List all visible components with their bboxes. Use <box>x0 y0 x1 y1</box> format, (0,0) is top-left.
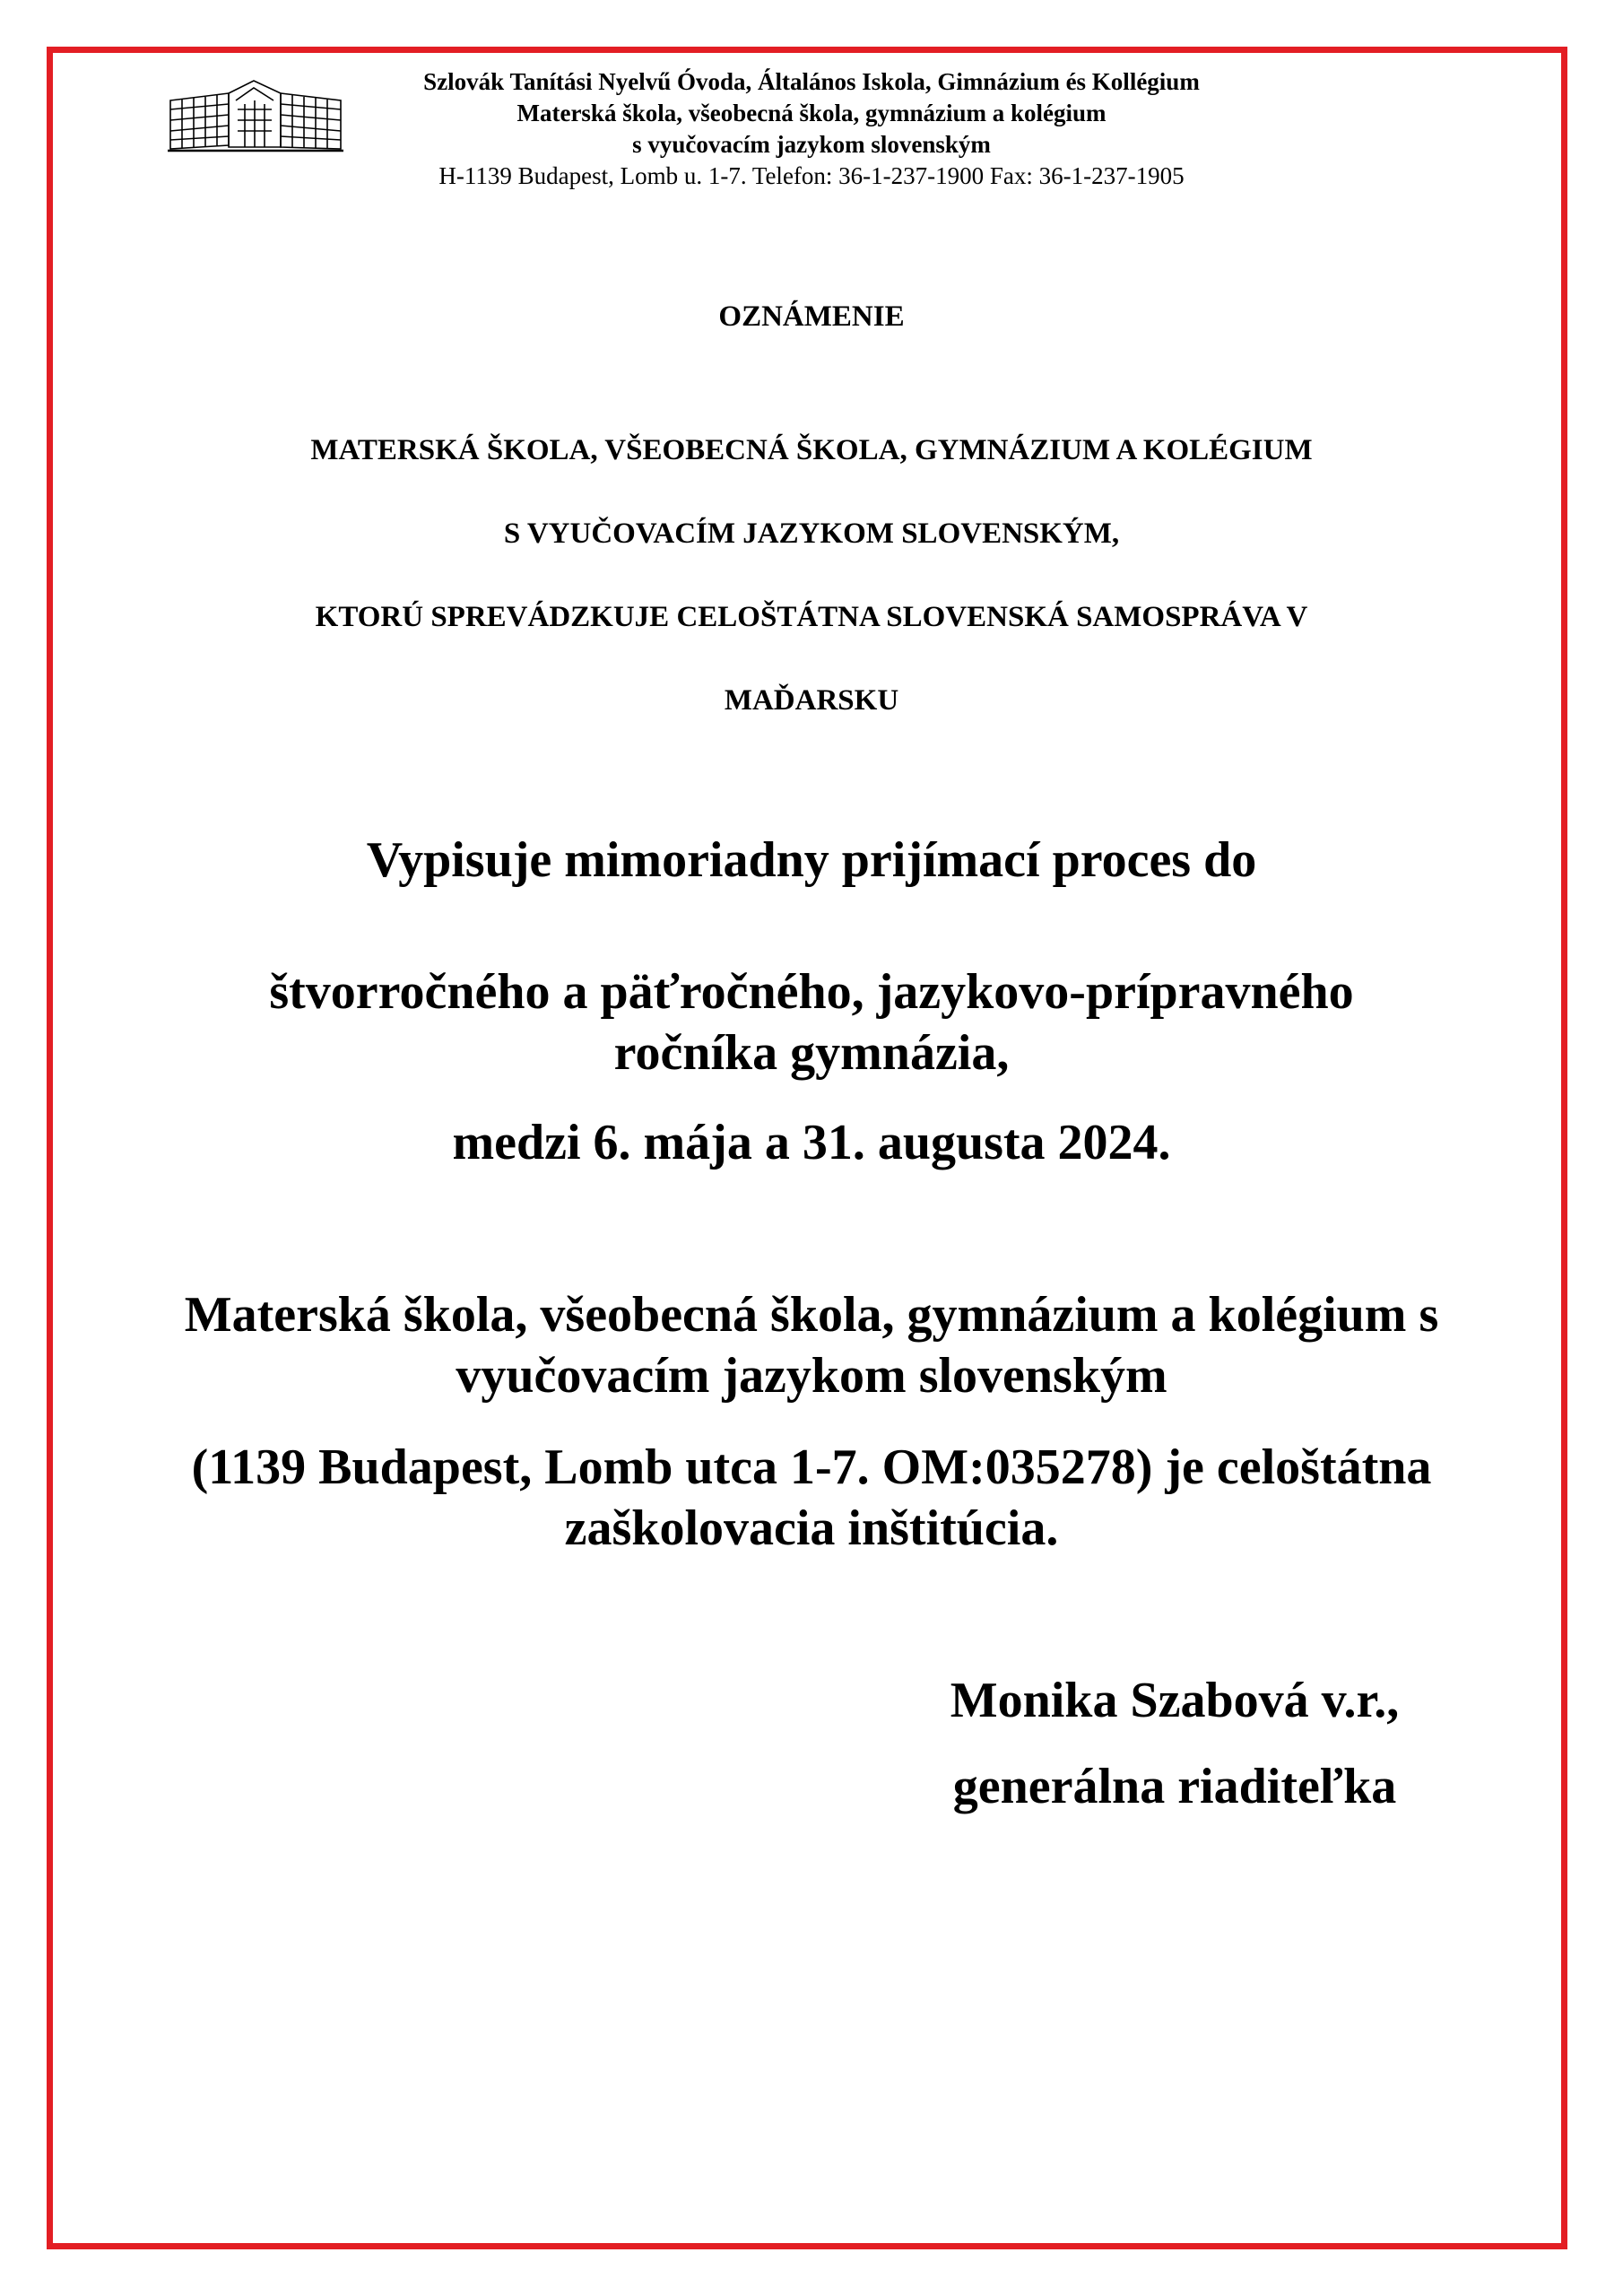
school-line: MATERSKÁ ŠKOLA, VŠEOBECNÁ ŠKOLA, GYMNÁZIUM A KOLÉGIUM <box>310 434 1313 466</box>
document-title: OZNÁMENIE <box>718 300 905 333</box>
announcement-line-2a: štvorročného a päťročného, jazykovo-prípravného <box>269 964 1354 1020</box>
institution-name <box>90 1284 1533 1406</box>
letterhead-name-sk-2: s vyučovacím jazykom slovenským <box>632 131 991 158</box>
signature-role: generálna riaditeľka <box>952 1759 1397 1814</box>
announcement-line-2 <box>90 961 1533 1083</box>
school-line: MAĎARSKU <box>724 684 899 717</box>
letterhead-name-hu: Szlovák Tanítási Nyelvű Óvoda, Általános Iskola, Gimnázium és Kollégium <box>423 68 1200 95</box>
letterhead-name-sk: Materská škola, všeobecná škola, gymnázium a kolégium <box>516 100 1107 126</box>
institution-name-a: Materská škola, všeobecná škola, gymnázium a kolégium s <box>184 1287 1439 1343</box>
school-line: KTORÚ SPREVÁDZKUJE CELOŠTÁTNA SLOVENSKÁ SAMOSPRÁVA V <box>315 601 1308 633</box>
letterhead-address: H-1139 Budapest, Lomb u. 1-7. Telefon: 36-1-237-1900 Fax: 36-1-237-1905 <box>438 162 1185 189</box>
announcement-line-2b: ročníka gymnázia, <box>613 1025 1010 1081</box>
institution-address-a: (1139 Budapest, Lomb utca 1-7. OM:035278) je celoštátna <box>191 1439 1432 1495</box>
school-line: S VYUČOVACÍM JAZYKOM SLOVENSKÝM, <box>503 517 1120 550</box>
signature-name: Monika Szabová v.r., <box>950 1673 1400 1728</box>
announcement-dates: medzi 6. mája a 31. augusta 2024. <box>452 1115 1171 1170</box>
school-name-block <box>90 409 1533 743</box>
institution-address-b: zaškolovacia inštitúcia. <box>564 1500 1059 1556</box>
school-building-icon <box>166 74 345 154</box>
institution-name-b: vyučovacím jazykom slovenským <box>456 1348 1167 1404</box>
announcement-line-1: Vypisuje mimoriadny prijímací proces do <box>366 832 1257 888</box>
letterhead-text <box>341 66 1282 192</box>
letterhead <box>0 66 1623 201</box>
institution-address <box>90 1437 1533 1559</box>
